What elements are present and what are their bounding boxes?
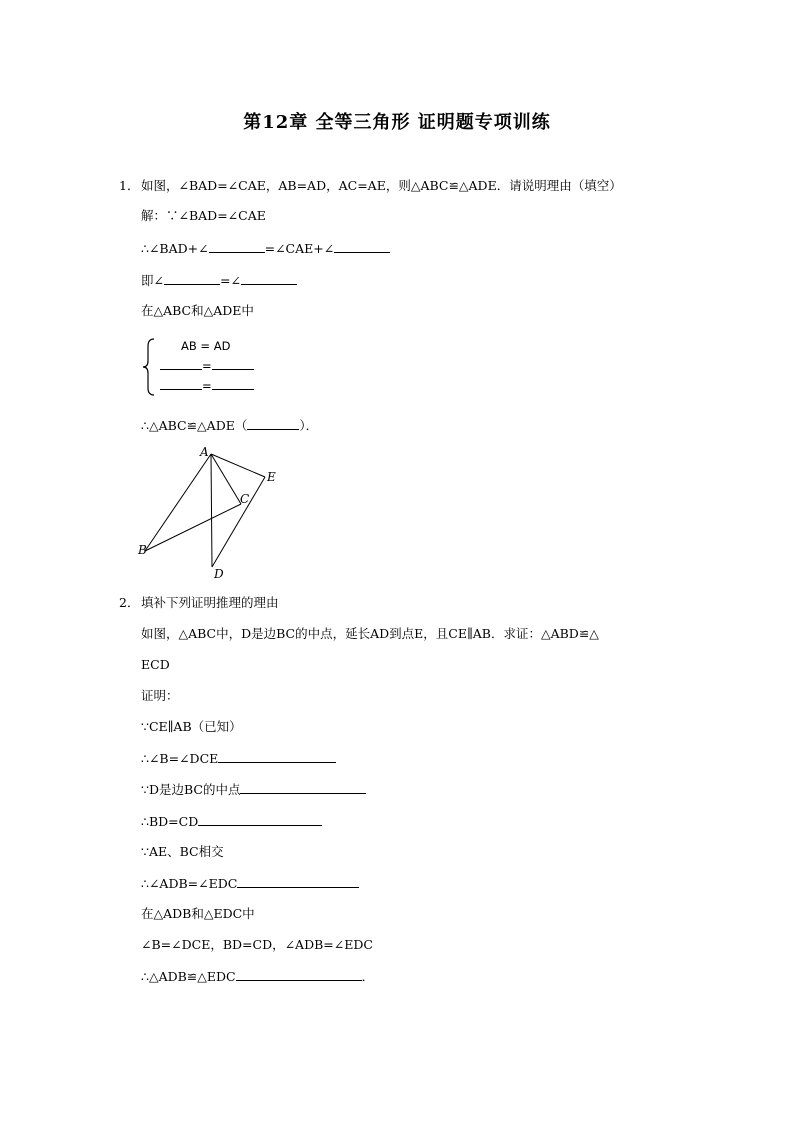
- worksheet-title: 第12章 全等三角形 证明题专项训练: [243, 112, 551, 133]
- q1-blank-8[interactable]: [212, 378, 254, 390]
- q1-blank-3[interactable]: [164, 272, 220, 285]
- q1-number: 1．: [119, 178, 140, 193]
- label-c: C: [240, 492, 250, 506]
- q1-stem: 如图，∠BAD=∠CAE，AB=AD，AC=AE，则△ABC≌△ADE．请说明理由（填空）: [141, 178, 622, 193]
- q1-system-eq-3: =: [202, 379, 212, 393]
- q1-conclusion: [141, 417, 318, 434]
- q2-stem-line2: ECD: [141, 657, 170, 672]
- label-d: D: [214, 567, 224, 581]
- q2-number: 2．: [119, 595, 140, 610]
- q2-heading: 填补下列证明推理的理由: [141, 595, 279, 610]
- q2-blank-5[interactable]: [236, 968, 362, 981]
- q2-step9-text: ∴△ADB≌△EDC: [141, 969, 236, 984]
- q1-line3-b: =∠: [219, 273, 241, 288]
- q2-step2: [141, 750, 336, 767]
- q1-blank-6[interactable]: [212, 358, 254, 370]
- q2-blank-1[interactable]: [218, 750, 336, 763]
- q1-line1: 解：∵∠BAD=∠CAE: [141, 208, 266, 223]
- q2-blank-4[interactable]: [237, 875, 359, 888]
- q1-blank-7[interactable]: [160, 378, 202, 390]
- q1-blank-2[interactable]: [334, 240, 390, 253]
- label-a: A: [200, 445, 209, 459]
- q2-step5: ∵AE、BC相交: [141, 844, 224, 859]
- q2-step3: [141, 781, 366, 798]
- q2-step7: 在△ADB和△EDC中: [141, 906, 255, 921]
- q1-line2-a: ∴∠BAD+∠: [141, 241, 209, 256]
- q1-line2-b: =∠CAE+∠: [264, 241, 335, 256]
- q1-conclusion-b: ）．: [299, 418, 319, 433]
- q2-step9: [141, 968, 374, 985]
- q1-blank-9[interactable]: [247, 417, 299, 430]
- segment-de: [212, 477, 265, 567]
- brace-icon: [142, 338, 156, 396]
- segment-ae: [211, 454, 265, 477]
- q2-step4: [141, 813, 322, 830]
- q2-step2-text: ∴∠B=∠DCE: [141, 751, 219, 766]
- q2-blank-3[interactable]: [198, 813, 322, 826]
- q2-step3-text: ∵D是边BC的中点: [141, 782, 241, 797]
- segment-ad: [211, 454, 212, 567]
- q1-blank-1[interactable]: [209, 240, 265, 253]
- q2-proof-label: 证明：: [141, 688, 179, 703]
- q1-geometry-figure: [130, 440, 290, 585]
- label-b: B: [138, 543, 147, 557]
- q1-system-row3: [160, 378, 254, 394]
- q1-system-row1: AB = AD: [181, 339, 231, 353]
- q1-line4: 在△ABC和△ADE中: [141, 303, 254, 318]
- q2-step6: [141, 875, 359, 892]
- q2-stem-line1: 如图，△ABC中，D是边BC的中点，延长AD到点E，且CE∥AB．求证：△ABD≌△: [141, 626, 599, 641]
- q2-step1: ∵CE∥AB（已知）: [141, 719, 242, 734]
- q2-step9-end: ．: [361, 969, 375, 984]
- q1-blank-4[interactable]: [241, 272, 297, 285]
- q1-line2: [141, 240, 390, 257]
- segment-ac: [211, 454, 241, 504]
- q1-line3-a: 即∠: [141, 273, 164, 288]
- segment-bc: [145, 504, 241, 551]
- q1-system-row2: [160, 358, 254, 374]
- q1-system-eq-2: =: [202, 359, 212, 373]
- q2-blank-2[interactable]: [240, 781, 366, 794]
- q2-step8: ∠B=∠DCE，BD=CD，∠ADB=∠EDC: [141, 937, 373, 952]
- label-e: E: [267, 470, 276, 484]
- q1-conclusion-a: ∴△ABC≌△ADE（: [141, 418, 248, 433]
- q1-blank-5[interactable]: [160, 358, 202, 370]
- segment-ab: [145, 454, 211, 551]
- q2-step6-text: ∴∠ADB=∠EDC: [141, 876, 238, 891]
- q1-line3: [141, 272, 297, 289]
- q2-step4-text: ∴BD=CD: [141, 814, 199, 829]
